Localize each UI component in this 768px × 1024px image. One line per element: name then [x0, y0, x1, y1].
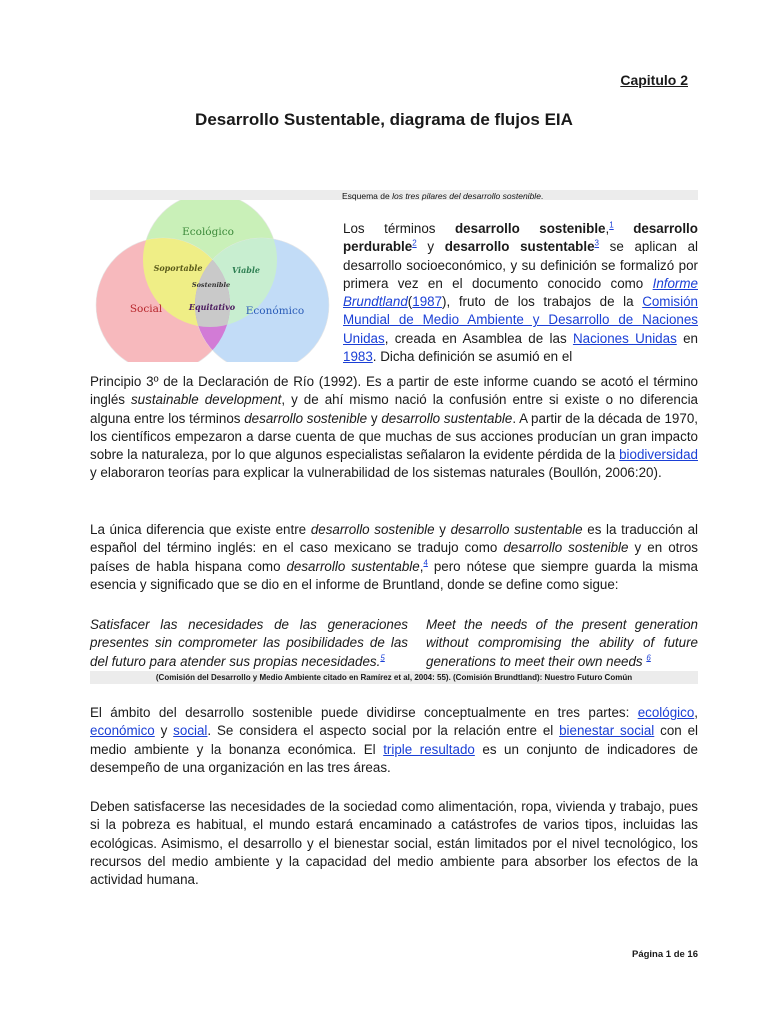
economico-link[interactable]: económico — [90, 723, 155, 739]
venn-label-ecologico: Ecológico — [182, 226, 234, 238]
quote-citation: (Comisión del Desarrollo y Medio Ambiente citado en Ramírez et al, 2004: 55). (Comisión Brundtland): Nuestro Futuro Común — [90, 671, 698, 684]
paragraph-intro-continued: Principio 3º de la Declaración de Río (1992). Es a partir de este informe cuando se acotó el término inglés sustainable development, y de ahí mismo nació la confusión entre si existe o no diferencia alguna entre los términos desarrollo sostenible y desarrollo sustentable. A partir de la década de 1970, los científicos empezaron a darse cuenta de que muchas de sus acciones producían un gran impacto sobre la naturaleza, por lo que algunos especialistas señalaron la evidente pérdida de la biodiversidad y elaboraron teorías para explicar la vulnerabilidad de los sistemas naturales (Boullón, 2006:20). — [90, 374, 698, 481]
social-link[interactable]: social — [173, 723, 208, 739]
triple-resultado-link[interactable]: triple resultado — [383, 741, 475, 757]
venn-label-sostenible: Sostenible — [191, 281, 231, 289]
naciones-unidas-link[interactable]: Naciones Unidas — [572, 330, 677, 346]
venn-diagram — [90, 200, 336, 362]
biodiversidad-link[interactable]: biodiversidad — [619, 447, 698, 463]
paragraph-difference: La única diferencia que existe entre desarrollo sostenible y desarrollo sustentable es la traducción al español del término inglés: en el caso mexicano se tradujo como desarrollo sostenible y en otros países de habla hispana como desarrollo sustentable,$^4$ pero nótese que siempre guarda la misma esencia y significado que se dio en el informe de Bruntland, donde se define como sigue: — [90, 522, 699, 592]
figure-caption: Esquema de los tres pilares del desarrollo sostenible. — [342, 191, 544, 201]
venn-label-viable: Viable — [231, 265, 261, 275]
comision-mundial-link[interactable]: Comisión Mundial de Medio Ambiente y Desarrollo de Naciones Unidas — [343, 294, 698, 346]
page-number: Página 1 de 16 — [631, 949, 698, 960]
chapter-heading: Capitulo 2 — [620, 72, 688, 88]
paragraph-intro: Los términos desarrollo sostenible,$^1$ desarrollo perdurable$^2$ y desarrollo sustentable$^3$ se aplican al desarrollo socioeconómico, y su definición se formalizó por primera vez en el documento conocido como Informe Brundtland(1987), fruto de los trabajos de la Comisión Mundial de Medio Ambiente y Desarrollo de Naciones Unidas, creada en Asamblea de las Naciones Unidas en 1983. Dicha definición se asumió en el — [343, 220, 698, 365]
paragraph-scope: El ámbito del desarrollo sostenible puede dividirse conceptualmente en tres partes: ecológico, económico y social. Se considera el aspecto social por la relación entre el bienestar social con el medio ambiente y la bonanza económica. El triple resultado es un conjunto de indicadores de desempeño de una organización en las tres áreas. — [90, 705, 698, 775]
footnote-2-link[interactable]: 2 — [412, 238, 417, 248]
year-1983-link[interactable]: 1983 — [343, 349, 373, 365]
venn-label-soportable: Soportable — [153, 263, 203, 273]
venn-label-social: Social — [129, 303, 163, 315]
footnote-5-link[interactable]: 5 — [380, 653, 385, 663]
footnote-6-link[interactable]: 6 — [646, 653, 651, 663]
venn-label-economico: Económico — [245, 305, 305, 317]
venn-label-equitativo: Equitativo — [188, 302, 236, 312]
quote-english: Meet the needs of the present generation without compromising the ability of future generations to meet their own needs $^6$ — [426, 617, 698, 669]
bienestar-social-link[interactable]: bienestar social — [559, 723, 655, 739]
ecologico-link[interactable]: ecológico — [637, 705, 695, 720]
footnote-1-link[interactable]: 1 — [609, 220, 614, 230]
page-title: Desarrollo Sustentable, diagrama de flujos EIA — [195, 110, 573, 129]
year-1987-link[interactable]: 1987 — [412, 294, 443, 310]
footnote-3-link[interactable]: 3 — [594, 238, 599, 248]
quote-spanish: Satisfacer las necesidades de las generaciones presentes sin comprometer las posibilidades de las del futuro para atender sus propias necesidades.$^5$ — [90, 617, 408, 669]
paragraph-needs: Deben satisfacerse las necesidades de la sociedad como alimentación, ropa, vivienda y trabajo, pues si la pobreza es habitual, el mundo estará encaminado a catástrofes de varios tipos, incluidas las ecológicas. Asimismo, el desarrollo y el bienestar social, están limitados por el nivel tecnológico, los recursos del medio ambiente y la capacidad del medio ambiente para absorber los efectos de la actividad humana. — [90, 799, 698, 888]
footnote-4-link[interactable]: 4 — [423, 558, 428, 568]
informe-brundtland-link[interactable]: Informe Brundtland — [343, 275, 698, 310]
